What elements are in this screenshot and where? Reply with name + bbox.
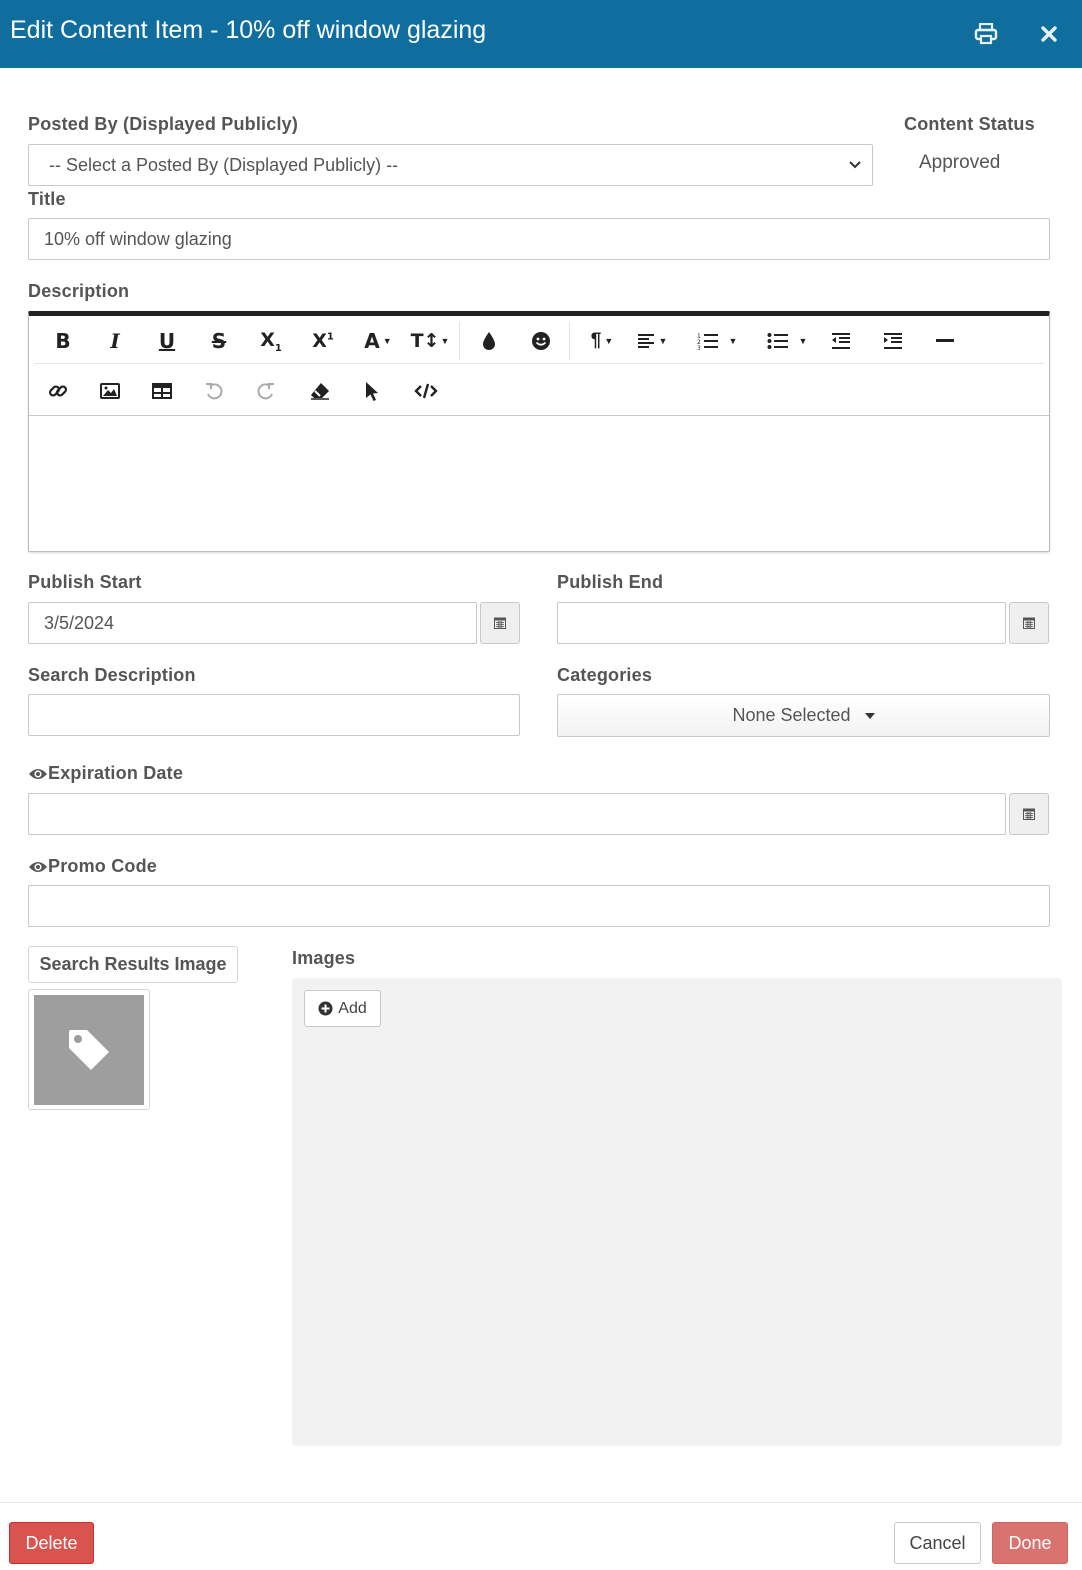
content-status-value: Approved [919,152,1001,173]
expiration-date-calendar-button[interactable] [1009,793,1049,835]
superscript-icon[interactable]: $X^1$ [312,330,334,352]
underline-icon[interactable]: U [158,329,176,353]
cursor-pointer-icon[interactable] [357,376,387,406]
caret-down-icon [865,713,875,719]
editor-content-area[interactable] [29,415,1049,552]
title-input-value: 10% off window glazing [44,228,232,249]
calendar-icon [494,617,506,629]
publish-start-input[interactable] [28,602,477,644]
subscript-icon[interactable]: $X_1$ [260,328,282,354]
done-button[interactable]: Done [992,1522,1068,1564]
emoji-icon[interactable] [526,326,556,356]
svg-text:1: 1 [696,333,701,340]
font-size-dropdown-icon[interactable]: T↕ ▼ [410,330,450,352]
bold-icon[interactable]: B [55,329,71,353]
svg-text:3: 3 [696,345,701,350]
publish-start-label: Publish Start [28,572,142,592]
table-icon[interactable] [147,376,177,406]
calendar-icon [1023,617,1035,629]
eye-icon [28,860,48,874]
strikethrough-icon[interactable]: S [211,329,227,353]
editor-toolbar-row-1 [34,316,1044,364]
content-status-label: Content Status [904,114,1035,134]
search-description-input[interactable] [28,694,520,736]
eye-icon [28,767,48,781]
outdent-icon[interactable] [826,326,856,356]
posted-by-selected-value: -- Select a Posted By (Displayed Publicly) -- [49,154,399,175]
promo-code-input[interactable] [28,885,1050,927]
editor-toolbar-row-2 [29,367,1049,415]
description-label: Description [28,281,130,301]
publish-end-calendar-button[interactable] [1009,602,1049,644]
search-results-image-label: Search Results Image [28,946,238,983]
ordered-list-dropdown-icon[interactable]: 1 2 3 ▼ [696,333,738,350]
cancel-button[interactable]: Cancel [894,1522,981,1564]
expiration-date-label-group [28,763,183,784]
title-input[interactable] [28,218,1050,260]
publish-end-label: Publish End [557,572,664,592]
code-view-icon[interactable] [411,376,441,406]
image-icon[interactable] [95,376,125,406]
rich-text-editor [28,311,1050,552]
italic-icon[interactable]: I [110,329,120,353]
add-image-label: Add [338,999,367,1017]
promo-code-label: Promo Code [48,856,158,876]
images-label: Images [292,948,356,968]
printer-icon[interactable] [970,18,1002,50]
search-results-image-thumbnail[interactable] [28,989,150,1110]
modal-title: Edit Content Item - 10% off window glazing [10,16,487,44]
publish-start-value: 3/5/2024 [44,612,115,633]
undo-icon[interactable] [199,376,229,406]
align-dropdown-icon[interactable]: ▼ [634,326,670,356]
promo-code-label-group [28,856,157,877]
eraser-icon[interactable] [305,376,335,406]
title-label: Title [28,189,66,209]
color-drop-icon[interactable] [474,326,504,356]
expiration-date-input[interactable] [28,793,1006,835]
publish-start-calendar-button[interactable] [480,602,520,644]
calendar-icon [1023,808,1035,820]
modal-header [0,0,1082,68]
publish-end-input[interactable] [557,602,1006,644]
redo-icon[interactable] [251,376,281,406]
paragraph-dropdown-icon[interactable]: ¶ ▼ [590,330,614,351]
posted-by-select[interactable] [28,144,873,186]
chevron-down-icon [848,160,862,170]
horizontal-rule-icon[interactable] [930,326,960,356]
svg-text:2: 2 [696,339,701,346]
plus-circle-icon [318,1001,333,1016]
toolbar-divider [459,322,460,360]
close-icon[interactable] [1033,18,1065,50]
indent-icon[interactable] [878,326,908,356]
posted-by-label: Posted By (Displayed Publicly) [28,114,299,134]
expiration-date-label: Expiration Date [48,763,184,783]
delete-button[interactable]: Delete [9,1522,94,1564]
search-description-label: Search Description [28,665,196,685]
toolbar-divider [569,322,570,360]
categories-label: Categories [557,665,653,685]
categories-dropdown[interactable] [557,694,1050,737]
add-image-button[interactable] [304,990,381,1027]
tag-icon [34,995,144,1105]
font-color-dropdown-icon[interactable]: A ▼ [364,329,392,353]
footer-divider [0,1502,1082,1503]
images-panel [292,978,1062,1446]
unordered-list-dropdown-icon[interactable]: ▼ [762,326,812,356]
categories-value: None Selected [732,705,851,725]
link-icon[interactable] [43,376,73,406]
